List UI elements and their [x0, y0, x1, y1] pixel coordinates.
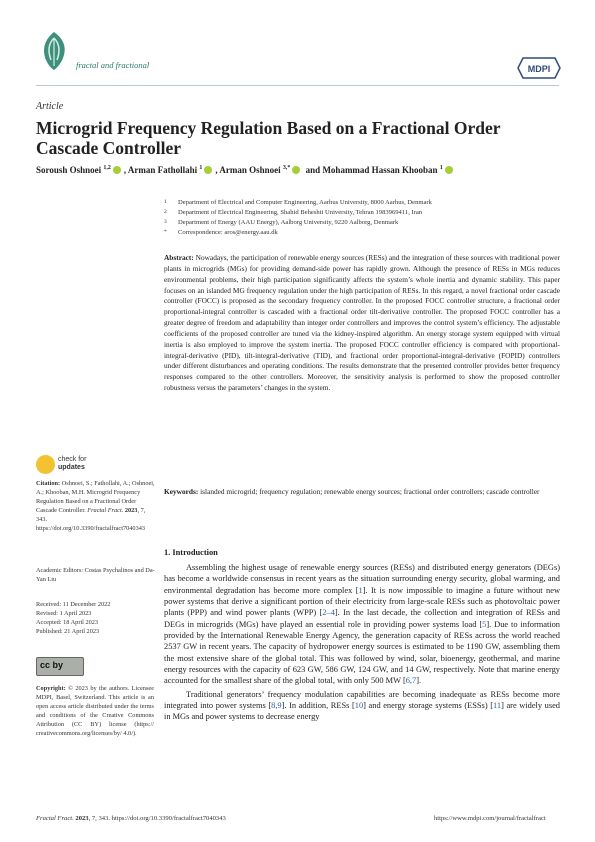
citation-link[interactable]: 1	[358, 585, 363, 595]
cc-license-icon[interactable]: cc by	[36, 657, 84, 676]
orcid-icon[interactable]	[204, 166, 212, 174]
footer-journal-url[interactable]: https://www.mdpi.com/journal/fractalfract	[434, 815, 546, 822]
abstract-label: Abstract:	[164, 253, 194, 262]
mdpi-logo-text: MDPI	[527, 64, 551, 74]
received-date: Received: 11 December 2022	[36, 601, 111, 608]
paragraph: Assembling the highest usage of renewable energy sources (RESs) and distributed energy generators (DEGs) has become a worldwide consensus in recent years as the situation surrounding energy security, global warming, and environmental degradation has become more complex [1]. It is now impossible to imagine a future without new power systems that derive a significant portion of their electricity from large-scale RESs such as photovoltaic power plants (PPP) and wind power plants (WPP) [2–4]. In the last decade, the collection and integration of RESs and DEGs in microgrids (MGs) have played an essential role in providing power systems load [5]. Due to information provided by the International Renewable Energy Agency, the generation capacity of RESs across the world reached 2537 GW in recent years. The capacity of hydropower energy sources is estimated to be 1190 GW, assembling them the most extensive share of the global total. This was followed by wind, solar, bioenergy, geothermal, and marine energy resources with the capacity of 623 GW, 586 GW, 124 GW, and 14 GW, respectively. Note that marine energy accounted for the smallest share of the global total, with only 500 MW [6,7].	[164, 563, 560, 686]
author-name[interactable]: Arman Fathollahi	[127, 165, 198, 175]
author-name[interactable]: Soroush Oshnoei	[36, 165, 102, 175]
paragraph: Traditional generators’ frequency modulation capabilities are becoming inadequate as RESs become more integrated into power systems [8,9]. In addition, RESs [10] and energy storage systems (ESSs) [11] are widely used in MGs and power systems to decrease energy	[164, 689, 560, 722]
check-for-updates-icon	[36, 455, 55, 474]
author-name[interactable]: Mohammad Hassan Khooban	[322, 165, 438, 175]
copyright-notice: Copyright: © 2023 by the authors. Licensee MDPI, Basel, Switzerland. This article is an open access article distributed under the terms and conditions of the Creative Commons Attribution (CC BY) license (https:// creativecommons.org/licenses/by/ 4.0/).	[36, 685, 154, 738]
accepted-date: Accepted: 18 April 2023	[36, 618, 99, 626]
keywords-label: Keywords:	[164, 487, 199, 496]
citation-link[interactable]: 5	[482, 619, 487, 629]
dates-block	[36, 601, 156, 637]
footer-citation: Fractal Fract. 2023, 7, 343. https://doi.org/10.3390/fractalfract7040343	[36, 815, 226, 822]
published-date: Published: 21 April 2023	[36, 627, 100, 635]
author-affiliation-marker: 1	[439, 165, 443, 171]
article-title: Microgrid Frequency Regulation Based on a Fractional Order Cascade Controller	[36, 118, 501, 158]
citation-link[interactable]: 11	[492, 701, 502, 711]
citation-link[interactable]: 8,9	[271, 701, 282, 711]
mdpi-logo-icon	[517, 57, 561, 79]
orcid-icon[interactable]	[292, 166, 300, 174]
citation-link[interactable]: 2–4	[322, 608, 335, 618]
header-divider	[36, 85, 559, 86]
author-affiliation-marker: 1	[199, 165, 203, 171]
check-for-updates-button[interactable]: check for updates	[36, 455, 96, 477]
author-name[interactable]: Arman Oshnoei	[219, 165, 281, 175]
citation-block: Citation: Oshnoei, S.; Fathollahi, A.; Oshnoei, A.; Khooban, M.H. Microgrid Frequency Regulation Based on a Fractional Order Cascade Controller. Fractal Fract. 2023, 7, 343. https://doi.org/10.3390/fractalfract7040343	[36, 480, 155, 532]
article-type: Article	[36, 101, 64, 112]
journal-name: fractal and fractional	[76, 60, 150, 70]
citation-link[interactable]: 6,7	[405, 676, 417, 686]
academic-editors: Academic Editors: Costas Psychalinos and Da-Yan Liu	[36, 567, 155, 583]
section-heading: 1. Introduction	[164, 548, 218, 557]
abstract-text: Nowadays, the participation of renewable energy sources (RESs) and the integration of these sources with traditional power plants in microgrids (MGs) for providing demand-side power has rapidly grown. Although the presence of RESs in MGs reduces environmental problems, their high participation significantly affects the system’s whole inertia and dynamic stability. This paper focuses on an islanded MG frequency regulation under the high participation of RESs. In this regard, a novel fractional order cascade controller (FOCC) is proposed as the secondary frequency controller. In the proposed FOCC controller structure, a fractional order proportional-integral controller is cascaded with a fractional order tilt-derivative controller. The proposed FOCC controller has a greater degree of freedom and adaptability than integer order controllers and improves the control system’s efficiency. The adjustable coefficients of the proposed controller are tuned via the kidney-inspired algorithm. An energy storage system equipped with virtual inertia is also employed to improve the system inertia. The proposed FOCC controller efficiency is compared with proportional-integral-derivative (PID), tilt-integral-derivative (TID), and fractional order proportional-integral-derivative (FOPID) controllers under different disturbances and operating conditions. The results demonstrate that the presented controller provides better frequency responses compared to the other controllers. Moreover, the sensitivity analysis is performed to show the proposed controller robustness versus the parameters’ changes in the system.	[164, 253, 560, 393]
journal-logo-icon	[36, 30, 72, 72]
author-affiliation-marker: 1,2	[103, 165, 111, 171]
keywords	[164, 487, 560, 498]
abstract	[164, 253, 560, 394]
revised-date: Revised: 1 April 2023	[36, 609, 92, 617]
keywords-text: islanded microgrid; frequency regulation; renewable energy sources; fractional order controllers; cascade controller	[200, 487, 540, 496]
author-list: Soroush Oshnoei $^{1,2}$ , Arman Fathollahi $^1$ , Arman Oshnoei $^{3,*}$ and Mohammad Hassan Khooban $^1$	[36, 165, 566, 176]
author-affiliation-marker: 3,*	[282, 165, 291, 171]
orcid-icon[interactable]	[113, 166, 121, 174]
introduction-text	[164, 562, 560, 723]
orcid-icon[interactable]	[445, 166, 453, 174]
citation-link[interactable]: 10	[354, 701, 364, 711]
